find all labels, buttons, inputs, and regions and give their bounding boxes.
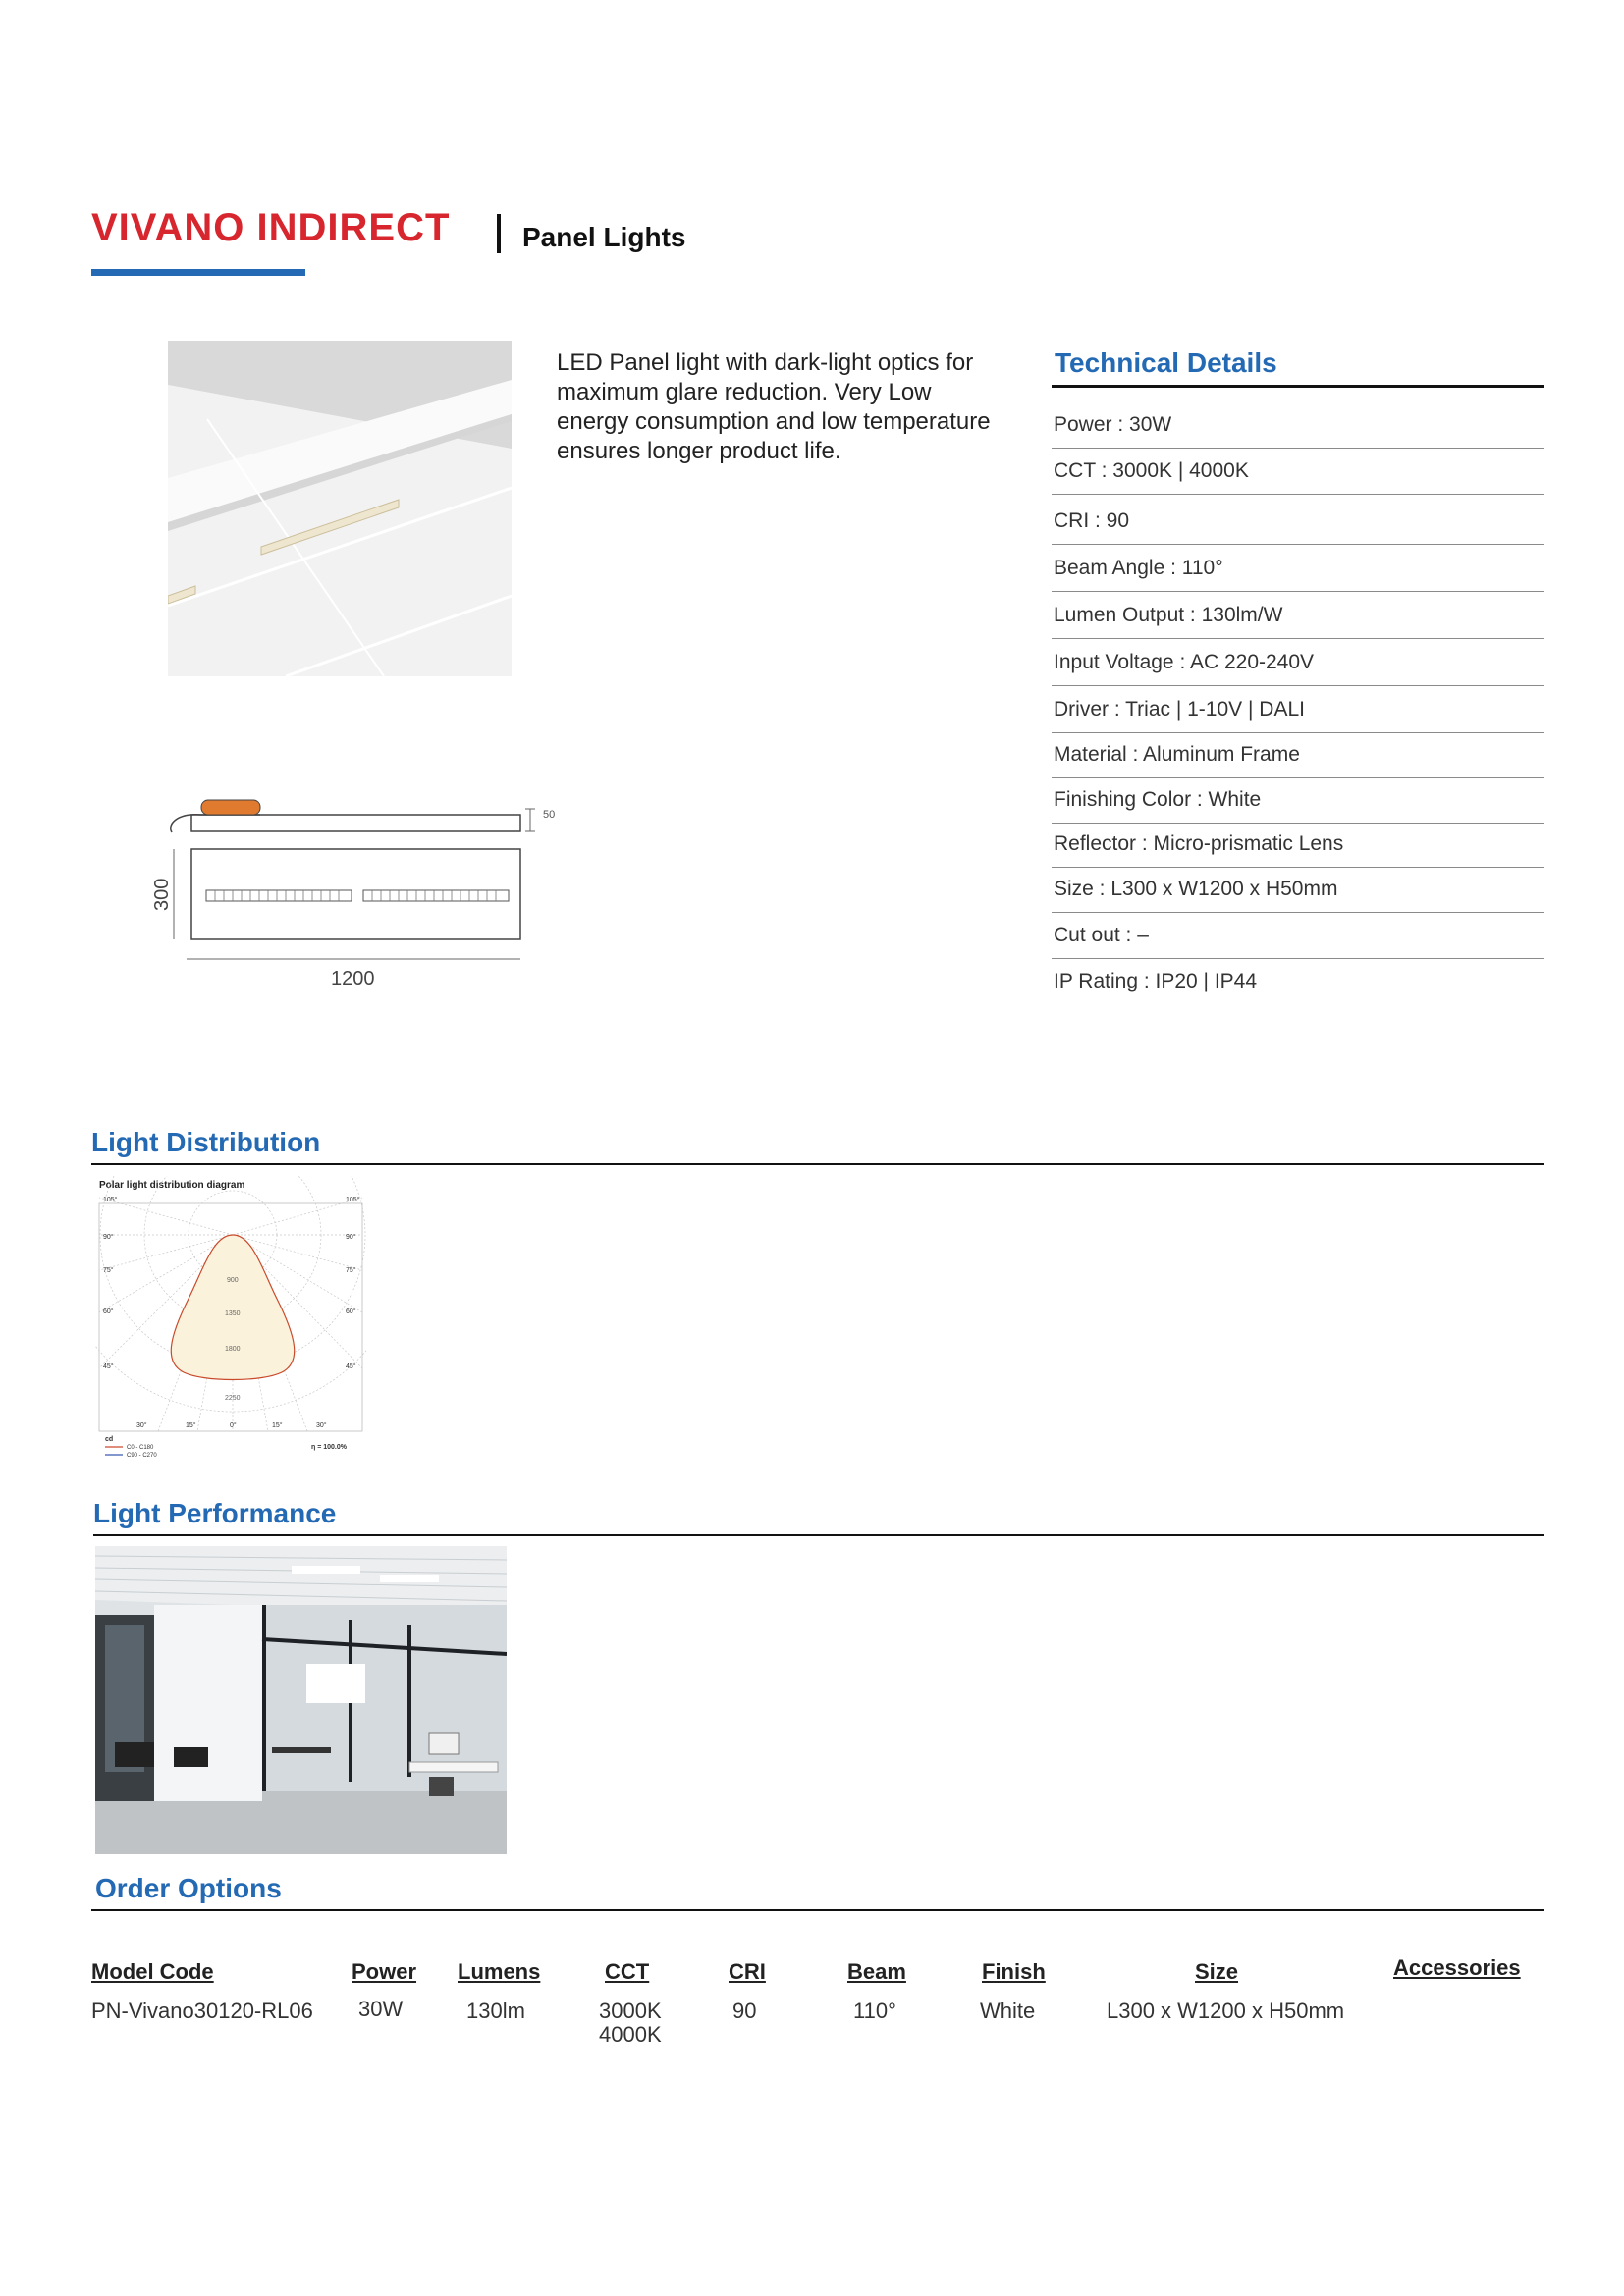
header-model-code: Model Code — [91, 1959, 214, 1984]
brand-underline — [91, 269, 305, 276]
polar-angle-label: 75° — [103, 1267, 114, 1274]
header-finish: Finish — [982, 1959, 1046, 1984]
header-beam: Beam — [847, 1959, 906, 1984]
spec-beam-angle: Beam Angle : 110° — [1052, 546, 1544, 592]
polar-angle-label: 0° — [230, 1422, 237, 1429]
product-photo — [168, 341, 512, 676]
technical-details-rule — [1052, 385, 1544, 388]
cell-cct-2: 4000K — [599, 2022, 662, 2047]
dimension-drawing — [142, 785, 574, 1001]
header-power: Power — [352, 1959, 417, 1984]
cell-beam: 110° — [853, 1999, 896, 2023]
polar-angle-label: 105° — [346, 1197, 360, 1203]
light-performance-title: Light Performance — [93, 1498, 337, 1528]
technical-details-title: Technical Details — [1055, 347, 1277, 378]
office-application-photo — [95, 1546, 507, 1854]
polar-angle-label: 90° — [346, 1234, 356, 1241]
header-lumens: Lumens — [458, 1959, 541, 1984]
polar-angle-label: 15° — [186, 1422, 196, 1429]
spec-power: Power : 30W — [1052, 402, 1544, 449]
polar-angle-label: 15° — [272, 1422, 283, 1429]
cell-power: 30W — [358, 1997, 404, 2021]
polar-angle-label: 45° — [346, 1363, 356, 1370]
header-size: Size — [1195, 1959, 1239, 1984]
spec-input-voltage: Input Voltage : AC 220-240V — [1052, 640, 1544, 686]
cell-lumens: 130lm — [466, 1999, 525, 2023]
length-dimension-label: 1200 — [331, 968, 375, 989]
polar-angle-label: 45° — [103, 1363, 114, 1370]
polar-legend-item: C0 - C180 — [127, 1445, 154, 1451]
polar-ring-label: 900 — [227, 1277, 239, 1284]
spec-lumen-output: Lumen Output : 130lm/W — [1052, 593, 1544, 639]
cell-finish: White — [980, 1999, 1036, 2023]
cell-cct-1: 3000K — [599, 1999, 662, 2023]
light-performance-rule — [93, 1534, 1544, 1536]
polar-angle-label: 30° — [136, 1422, 147, 1429]
spec-cut-out: Cut out : – — [1052, 913, 1544, 959]
polar-legend-item: C90 - C270 — [127, 1453, 157, 1459]
cell-cri: 90 — [732, 1999, 757, 2023]
header-cri: CRI — [729, 1959, 766, 1984]
light-distribution-rule — [91, 1163, 1544, 1165]
light-distribution-title: Light Distribution — [91, 1127, 321, 1157]
polar-angle-label: 60° — [346, 1308, 356, 1315]
polar-ring-label: 2250 — [225, 1395, 241, 1402]
polar-diagram-title: Polar light distribution diagram — [99, 1180, 245, 1191]
cell-model-code: PN-Vivano30120-RL06 — [91, 1999, 313, 2023]
spec-cct: CCT : 3000K | 4000K — [1052, 449, 1544, 495]
order-options-title: Order Options — [95, 1873, 282, 1903]
spec-material: Material : Aluminum Frame — [1052, 732, 1544, 778]
polar-ring-label: 1350 — [225, 1310, 241, 1317]
spec-finishing-color: Finishing Color : White — [1052, 777, 1544, 824]
spec-cri: CRI : 90 — [1052, 499, 1544, 545]
cell-size: L300 x W1200 x H50mm — [1107, 1999, 1345, 2023]
height-dimension-label: 50 — [543, 809, 556, 821]
header-accessories: Accessories — [1393, 1955, 1521, 1980]
polar-angle-label: 60° — [103, 1308, 114, 1315]
category-title: Panel Lights — [522, 222, 686, 252]
polar-angle-label: 75° — [346, 1267, 356, 1274]
spec-driver: Driver : Triac | 1-10V | DALI — [1052, 687, 1544, 733]
polar-angle-label: 105° — [103, 1197, 118, 1203]
width-dimension-label: 300 — [151, 878, 173, 911]
title-separator — [497, 214, 501, 253]
polar-ring-label: 1800 — [225, 1346, 241, 1353]
polar-angle-label: 90° — [103, 1234, 114, 1241]
product-description: LED Panel light with dark-light optics for maximum glare reduction. Very Low energy consumption and low temperature ensures longer product life. — [557, 349, 991, 464]
header-cct: CCT — [605, 1959, 650, 1984]
polar-efficiency-label: η = 100.0% — [311, 1444, 347, 1451]
spec-size: Size : L300 x W1200 x H50mm — [1052, 867, 1544, 913]
brand-title: VIVANO INDIRECT — [91, 206, 451, 249]
spec-reflector: Reflector : Micro-prismatic Lens — [1052, 822, 1544, 868]
polar-angle-label: 30° — [316, 1422, 327, 1429]
order-options-rule — [91, 1909, 1544, 1911]
polar-distribution-diagram — [95, 1176, 366, 1459]
polar-unit-label: cd — [105, 1436, 114, 1443]
spec-ip-rating: IP Rating : IP20 | IP44 — [1054, 969, 1258, 992]
